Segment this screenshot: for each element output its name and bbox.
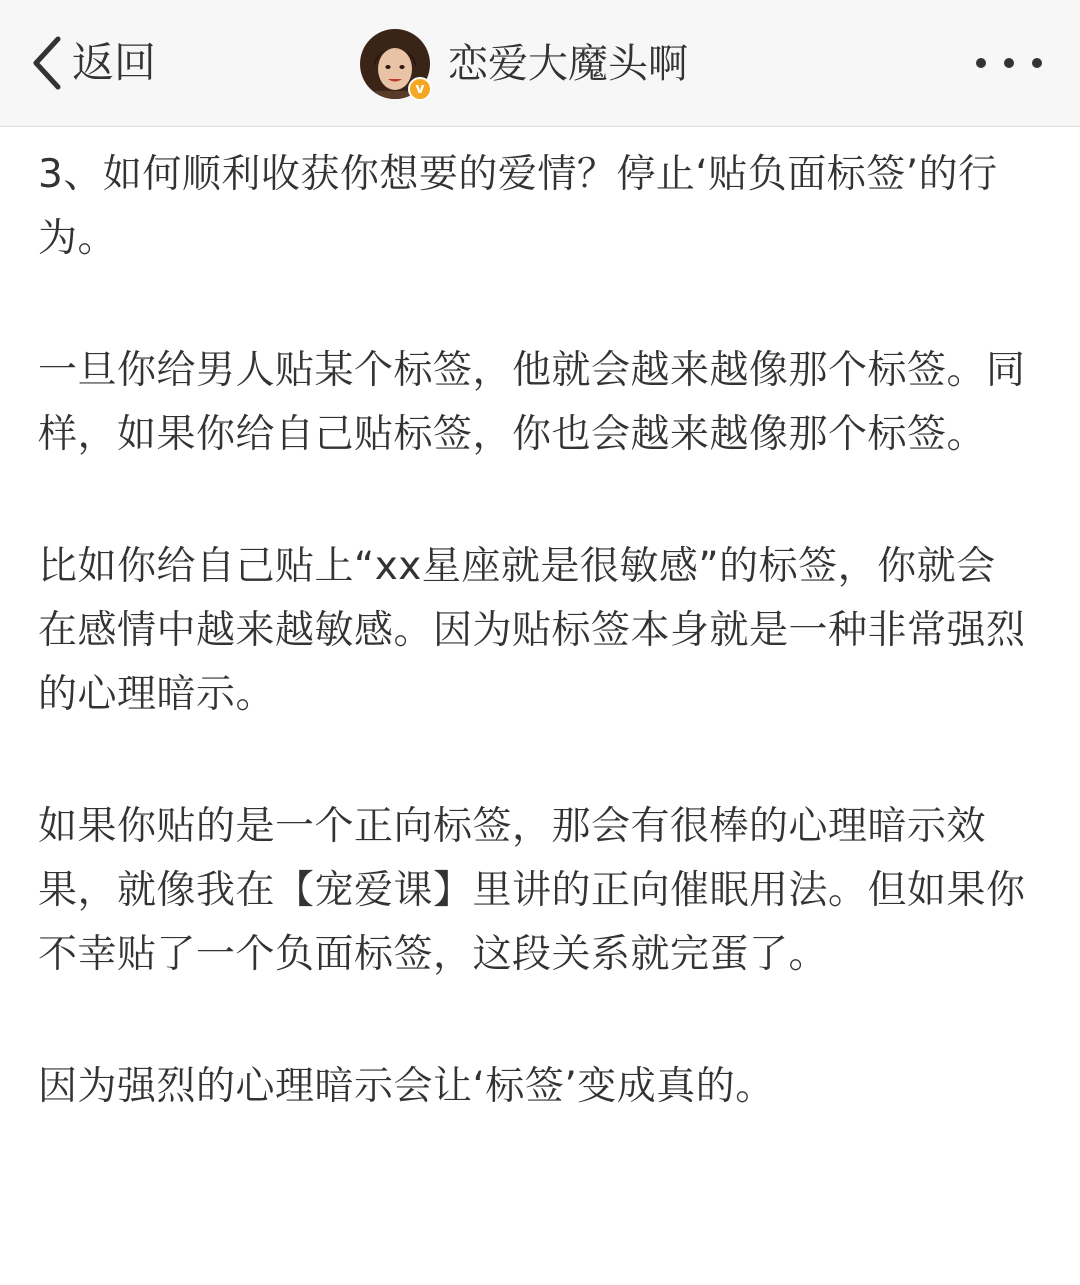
article-paragraph: 一旦你给男人贴某个标签，他就会越来越像那个标签。同样，如果你给自己贴标签，你也会越来越像那个标签。 xyxy=(38,348,1026,457)
article-paragraph: 因为强烈的心理暗示会让‘标签’变成真的。 xyxy=(38,1064,775,1109)
more-dot-icon xyxy=(1004,58,1014,68)
more-options-button[interactable] xyxy=(976,52,1042,74)
article-paragraph: 如果你贴的是一个正向标签，那会有很棒的心理暗示效果，就像我在【宠爱课】里讲的正向催眠用法。但如果你不幸贴了一个负面标签，这段关系就完蛋了。 xyxy=(38,804,1026,977)
article-paragraph: 3、如何顺利收获你想要的爱情？停止‘贴负面标签’的行为。 xyxy=(38,152,998,261)
article-body xyxy=(38,143,1028,1187)
chevron-left-icon xyxy=(30,35,64,91)
verified-badge-icon: v xyxy=(408,77,432,101)
top-nav-bar xyxy=(0,0,1080,127)
profile-title[interactable] xyxy=(360,28,688,100)
username[interactable]: 恋爱大魔头啊 xyxy=(448,41,688,87)
back-label: 返回 xyxy=(72,38,157,87)
article-paragraph: 比如你给自己贴上“xx星座就是很敏感”的标签，你就会在感情中越来越敏感。因为贴标签本身就是一种非常强烈的心理暗示。 xyxy=(38,544,1026,717)
avatar[interactable] xyxy=(360,29,430,99)
back-button[interactable] xyxy=(30,30,156,96)
more-dot-icon xyxy=(1032,58,1042,68)
more-dot-icon xyxy=(976,58,986,68)
